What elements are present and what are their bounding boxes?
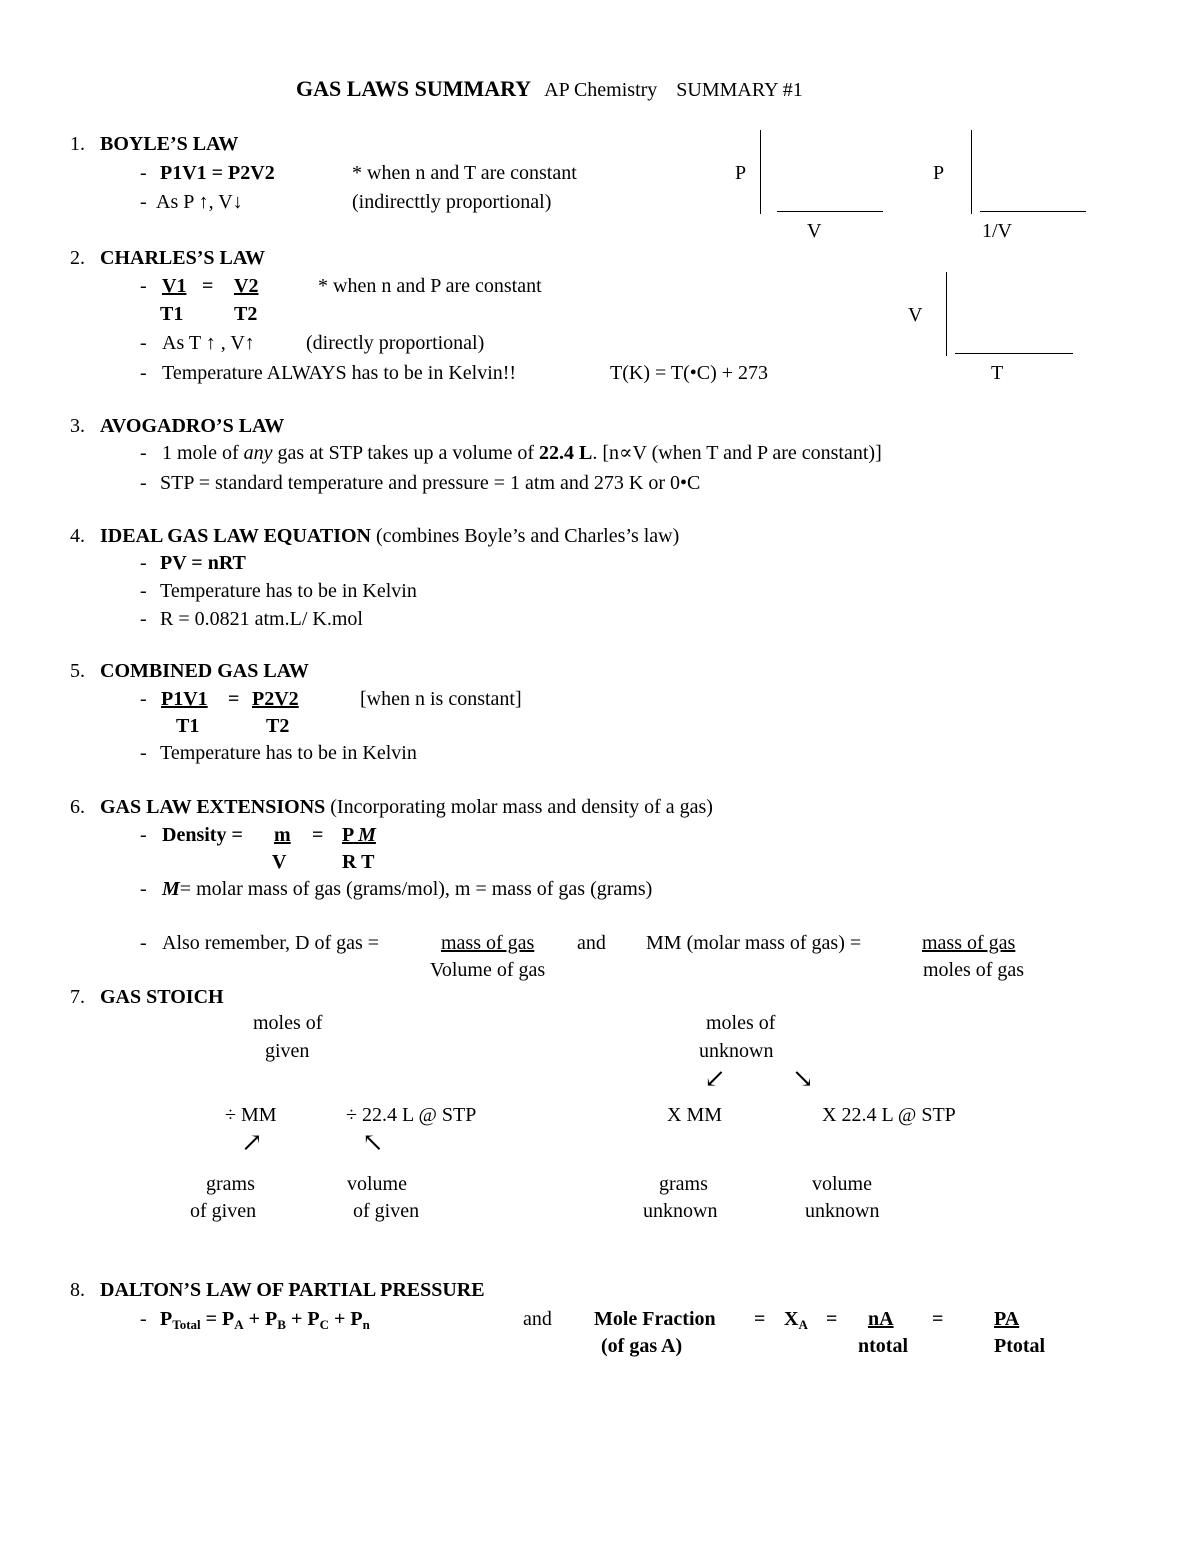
combined-denominator-2: T2 [266, 715, 290, 737]
density-fraction-numerator: mass of gas [441, 932, 535, 954]
dash: - [140, 191, 147, 213]
equals-1: = [754, 1308, 766, 1330]
mm-fraction-denominator: moles of gas [923, 959, 1025, 981]
graph-x-axis [955, 353, 1073, 354]
avogadro-text-c: gas at STP takes up a volume of [277, 442, 534, 464]
plus-pc: + P [285, 1308, 320, 1330]
boyle-condition: * when n and T are constant [352, 162, 577, 184]
times-molar-volume: X 22.4 L @ STP [822, 1104, 956, 1126]
avogadro-volume: 22.4 L [538, 442, 593, 464]
moles-given-line2: given [265, 1040, 310, 1062]
kelvin-conversion: T(K) = T(•C) + 273 [610, 362, 769, 384]
times-molar-mass: X MM [667, 1104, 723, 1126]
plus-pb: + P [243, 1308, 278, 1330]
section-6-title: GAS LAW EXTENSIONS [100, 796, 326, 818]
density-rt: R T [342, 851, 375, 873]
dash: - [140, 688, 147, 710]
mole-fraction-label: Mole Fraction [594, 1308, 716, 1330]
course-text: AP Chemistry [544, 79, 658, 101]
na-numerator: nA [868, 1308, 894, 1330]
moles-given-line1: moles of [253, 1012, 323, 1034]
charles-v1: V1 [162, 275, 187, 297]
section-7-number: 7. [70, 986, 85, 1008]
graph-y-axis [971, 130, 972, 214]
molar-mass-symbol: M [162, 878, 180, 900]
ntotal-denominator: ntotal [858, 1335, 908, 1357]
combined-kelvin-note: Temperature has to be in Kelvin [160, 742, 417, 764]
graph-x-label: V [807, 220, 822, 242]
and-text: and [523, 1308, 552, 1330]
dash: - [140, 1308, 147, 1330]
moles-unknown-line2: unknown [699, 1040, 774, 1062]
stp-definition: STP = standard temperature and pressure = 1 atm and 273 K or 0•C [160, 472, 701, 494]
ideal-gas-kelvin-note: Temperature has to be in Kelvin [160, 580, 417, 602]
volume-given-line2: of given [353, 1200, 420, 1222]
combined-numerator-2: P2V2 [252, 688, 299, 710]
volume-given-line1: volume [347, 1173, 407, 1195]
section-1-number: 1. [70, 133, 85, 155]
dash: - [140, 472, 147, 494]
density-pm [342, 825, 376, 845]
divide-molar-mass: ÷ MM [225, 1104, 277, 1126]
page-title [296, 78, 803, 100]
molar-mass-text: = molar mass of gas (grams/mol), m = mass of gas (grams) [179, 878, 653, 900]
charles-equals: = [202, 275, 214, 297]
combined-numerator-1: P1V1 [161, 688, 208, 710]
pa-numerator: PA [994, 1308, 1020, 1330]
combined-equals: = [228, 688, 240, 710]
and-text: and [577, 932, 606, 954]
dalton-equation [160, 1309, 370, 1331]
equals-3: = [932, 1308, 944, 1330]
graph-y-axis [946, 272, 947, 356]
summary-number: SUMMARY #1 [676, 79, 803, 101]
graph-y-label: P [933, 162, 945, 184]
boyle-relation-note: (indirecttly proportional) [352, 191, 552, 213]
charles-t1: T1 [160, 303, 184, 325]
graph-x-axis [777, 211, 883, 212]
molar-mass-definition [162, 879, 652, 899]
grams-unknown-line2: unknown [643, 1200, 718, 1222]
grams-unknown-line1: grams [659, 1173, 708, 1195]
dash: - [140, 932, 147, 954]
volume-unknown-line2: unknown [805, 1200, 880, 1222]
grams-given-line1: grams [206, 1173, 255, 1195]
b-subscript: B [277, 1317, 286, 1332]
arrow-up-left-icon: ↖ [362, 1128, 384, 1157]
dash: - [140, 275, 147, 297]
density-fraction-denominator: Volume of gas [430, 959, 546, 981]
avogadro-statement [162, 443, 882, 463]
section-4-note: (combines Boyle’s and Charles’s law) [376, 525, 680, 547]
combined-condition: [when n is constant] [360, 688, 522, 710]
mole-fraction-symbol [784, 1309, 808, 1331]
section-4-heading [100, 526, 679, 546]
p-symbol: P [160, 1308, 173, 1330]
section-8-title: DALTON’S LAW OF PARTIAL PRESSURE [100, 1279, 485, 1301]
molar-mass-label: MM (molar mass of gas) = [646, 932, 862, 954]
graph-x-label: 1/V [982, 220, 1012, 242]
section-5-title: COMBINED GAS LAW [100, 660, 309, 682]
avogadro-proportional: . [n∝V (when T and P are constant)] [592, 442, 882, 464]
avogadro-text-any: any [243, 442, 273, 464]
ideal-gas-equation: PV = nRT [160, 552, 246, 574]
section-6-heading [100, 797, 713, 817]
dash: - [140, 162, 147, 184]
grams-given-line2: of given [190, 1200, 257, 1222]
section-1-title: BOYLE’S LAW [100, 133, 239, 155]
dash: - [140, 742, 147, 764]
charles-t2: T2 [234, 303, 258, 325]
section-6-number: 6. [70, 796, 85, 818]
total-subscript: Total [172, 1317, 201, 1332]
arrow-down-right-icon: ↘ [792, 1064, 814, 1093]
graph-x-axis [980, 211, 1086, 212]
dash: - [140, 824, 147, 846]
combined-denominator-1: T1 [176, 715, 200, 737]
density-label: Density = [162, 824, 243, 846]
boyle-relation: As P ↑, V↓ [156, 191, 243, 213]
section-8-number: 8. [70, 1279, 85, 1301]
graph-y-axis [760, 130, 761, 214]
dash: - [140, 362, 147, 384]
divide-molar-volume: ÷ 22.4 L @ STP [346, 1104, 477, 1126]
mm-fraction-numerator: mass of gas [922, 932, 1016, 954]
density-p: P [342, 824, 354, 846]
charles-relation: As T ↑ , V↑ [162, 332, 255, 354]
dash: - [140, 442, 147, 464]
equals-2: = [826, 1308, 838, 1330]
c-subscript: C [319, 1317, 329, 1332]
charles-v2: V2 [234, 275, 259, 297]
arrow-down-left-icon: ↙ [704, 1064, 726, 1093]
charles-relation-note: (directly proportional) [306, 332, 485, 354]
section-4-title: IDEAL GAS LAW EQUATION [100, 525, 371, 547]
title-text: GAS LAWS SUMMARY [296, 76, 532, 101]
dash: - [140, 552, 147, 574]
boyle-equation: P1V1 = P2V2 [160, 162, 275, 184]
ptotal-denominator: Ptotal [994, 1335, 1046, 1357]
dash: - [140, 878, 147, 900]
volume-unknown-line1: volume [812, 1173, 872, 1195]
density-equals: = [312, 824, 324, 846]
dash: - [140, 332, 147, 354]
of-gas-a-label: (of gas A) [601, 1335, 683, 1357]
charles-condition: * when n and P are constant [318, 275, 542, 297]
section-7-title: GAS STOICH [100, 986, 224, 1008]
graph-y-label: P [735, 162, 747, 184]
plus-pn: + P [328, 1308, 363, 1330]
density-volume: V [272, 851, 287, 873]
graph-y-label: V [908, 304, 923, 326]
moles-unknown-line1: moles of [706, 1012, 776, 1034]
dash: - [140, 608, 147, 630]
arrow-up-right-icon: ↗ [241, 1128, 263, 1157]
section-5-number: 5. [70, 660, 85, 682]
density-molar-mass: M [358, 824, 376, 846]
dash: - [140, 580, 147, 602]
gas-constant: R = 0.0821 atm.L/ K.mol [160, 608, 363, 630]
density-mass: m [274, 824, 291, 846]
x-symbol: X [784, 1308, 799, 1330]
eq-pa: = P [200, 1308, 235, 1330]
charles-kelvin-note: Temperature ALWAYS has to be in Kelvin!! [162, 362, 517, 384]
section-3-number: 3. [70, 415, 85, 437]
section-6-note: (Incorporating molar mass and density of a gas) [330, 796, 713, 818]
graph-x-label: T [991, 362, 1004, 384]
avogadro-text-a: 1 mole of [162, 442, 239, 464]
section-3-title: AVOGADRO’S LAW [100, 415, 285, 437]
xa-subscript: A [798, 1317, 808, 1332]
also-remember: Also remember, D of gas = [162, 932, 380, 954]
n-subscript: n [362, 1317, 370, 1332]
section-2-number: 2. [70, 247, 85, 269]
section-2-title: CHARLES’S LAW [100, 247, 266, 269]
a-subscript: A [234, 1317, 244, 1332]
section-4-number: 4. [70, 525, 85, 547]
